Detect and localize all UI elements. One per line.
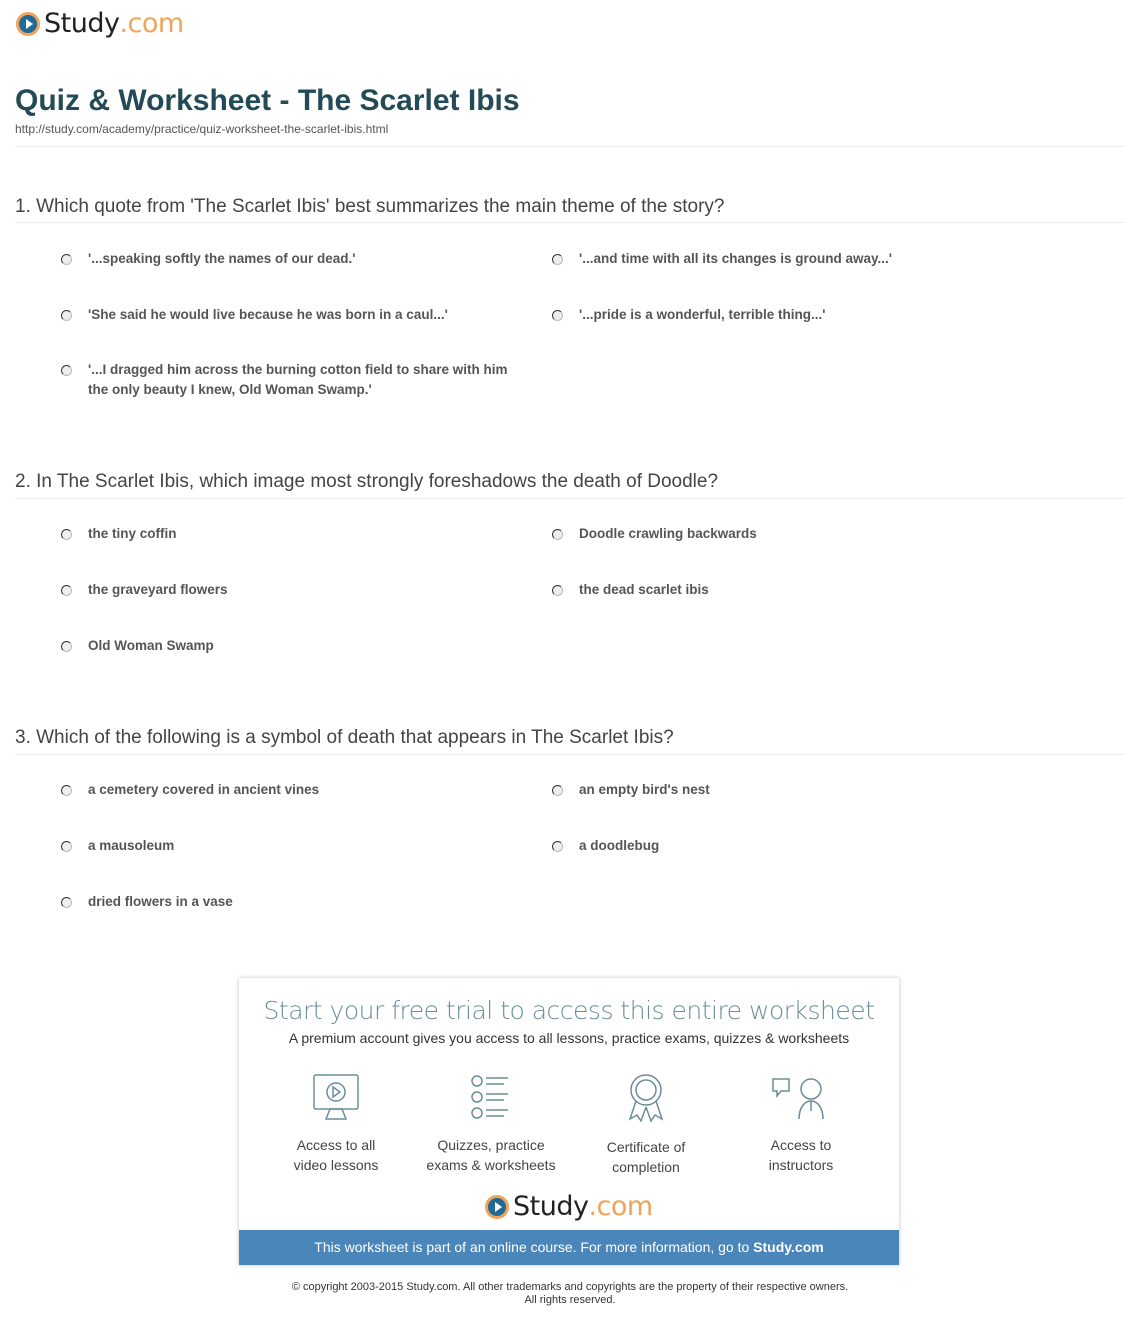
option-label: the graveyard flowers <box>88 582 228 597</box>
answer-option[interactable] <box>579 249 1009 269</box>
copyright <box>0 1281 1140 1307</box>
play-logo-icon <box>485 1195 509 1219</box>
radio-button[interactable] <box>61 585 72 596</box>
radio-button[interactable] <box>61 254 72 265</box>
option-label: '...pride is a wonderful, terrible thing...' <box>579 307 826 322</box>
page-title: Quiz & Worksheet - The Scarlet Ibis <box>15 84 520 117</box>
question-3: 3. Which of the following is a symbol of death that appears in The Scarlet Ibis? <box>15 727 674 748</box>
study-link[interactable]: Study.com <box>753 1239 824 1255</box>
radio-button[interactable] <box>552 841 563 852</box>
answer-option[interactable] <box>88 360 518 400</box>
answer-option[interactable] <box>88 780 518 800</box>
question-1: 1. Which quote from 'The Scarlet Ibis' best summarizes the main theme of the story? <box>15 196 725 217</box>
radio-button[interactable] <box>552 585 563 596</box>
answer-option[interactable] <box>88 892 518 912</box>
answer-option[interactable] <box>88 636 518 656</box>
logo-tld: .com <box>119 8 184 39</box>
radio-button[interactable] <box>552 254 563 265</box>
logo-text: Study <box>44 8 120 39</box>
quiz-list-icon <box>469 1073 513 1121</box>
answer-option[interactable] <box>88 305 518 325</box>
study-logo[interactable] <box>16 8 184 39</box>
course-info-bar <box>239 1230 899 1265</box>
answer-option[interactable] <box>579 836 1009 856</box>
video-lesson-icon <box>311 1073 361 1121</box>
option-label: '...speaking softly the names of our dead.' <box>88 251 356 266</box>
option-label: '...and time with all its changes is ground away...' <box>579 251 892 266</box>
divider <box>15 498 1125 499</box>
answer-option[interactable] <box>579 580 1009 600</box>
feature-label: Access to all <box>296 1137 376 1153</box>
answer-option[interactable] <box>579 780 1009 800</box>
answer-option[interactable] <box>88 836 518 856</box>
option-label: '...I dragged him across the burning cotton field to share with him the only beauty I knew, Old Woman Swamp.' <box>88 362 508 397</box>
logo-text: Study <box>513 1191 589 1222</box>
divider <box>15 754 1125 755</box>
feature-quizzes <box>416 1073 566 1175</box>
answer-option[interactable] <box>88 524 518 544</box>
answer-option[interactable] <box>579 524 1009 544</box>
page-url: http://study.com/academy/practice/quiz-worksheet-the-scarlet-ibis.html <box>15 122 389 136</box>
promo-title[interactable]: Start your free trial to access this entire worksheet <box>263 996 875 1025</box>
instructor-icon <box>771 1073 831 1121</box>
option-label: a doodlebug <box>579 838 660 853</box>
question-2: 2. In The Scarlet Ibis, which image most strongly foreshadows the death of Doodle? <box>15 471 719 492</box>
radio-button[interactable] <box>552 310 563 321</box>
feature-instructors <box>726 1073 876 1175</box>
promo-subtitle: A premium account gives you access to all lessons, practice exams, quizzes & worksheets <box>288 1030 850 1046</box>
option-label: 'She said he would live because he was born in a caul...' <box>88 307 448 322</box>
answer-option[interactable] <box>88 249 518 269</box>
logo-tld: .com <box>588 1191 653 1222</box>
option-label: a cemetery covered in ancient vines <box>88 782 320 797</box>
feature-label: completion <box>612 1159 680 1175</box>
feature-label: instructors <box>768 1157 834 1173</box>
radio-button[interactable] <box>61 310 72 321</box>
copyright-line: All rights reserved. <box>524 1294 616 1306</box>
radio-button[interactable] <box>552 785 563 796</box>
answer-option[interactable] <box>579 305 1009 325</box>
feature-label: Access to <box>770 1137 832 1153</box>
option-label: a mausoleum <box>88 838 175 853</box>
feature-label: Certificate of <box>606 1139 686 1155</box>
radio-button[interactable] <box>552 529 563 540</box>
play-logo-icon <box>16 12 40 36</box>
promo-study-logo[interactable] <box>485 1191 653 1222</box>
radio-button[interactable] <box>61 365 72 376</box>
option-label: an empty bird's nest <box>579 782 710 797</box>
feature-video-lessons <box>261 1073 411 1175</box>
radio-button[interactable] <box>61 841 72 852</box>
option-label: dried flowers in a vase <box>88 894 233 909</box>
option-label: Doodle crawling backwards <box>579 526 757 541</box>
option-label: the dead scarlet ibis <box>579 582 709 597</box>
feature-label: exams & worksheets <box>426 1157 556 1173</box>
radio-button[interactable] <box>61 529 72 540</box>
radio-button[interactable] <box>61 897 72 908</box>
free-trial-promo <box>239 978 899 1265</box>
certificate-icon <box>626 1073 666 1123</box>
feature-label: Quizzes, practice <box>437 1137 545 1153</box>
bar-text: This worksheet is part of an online course. For more information, go to <box>314 1239 754 1255</box>
option-label: the tiny coffin <box>88 526 177 541</box>
divider <box>15 222 1125 223</box>
radio-button[interactable] <box>61 785 72 796</box>
feature-certificate <box>571 1073 721 1177</box>
feature-label: video lessons <box>293 1157 379 1173</box>
radio-button[interactable] <box>61 641 72 652</box>
copyright-line: © copyright 2003-2015 Study.com. All other trademarks and copyrights are the property of their respective owners. <box>291 1281 849 1293</box>
answer-option[interactable] <box>88 580 518 600</box>
option-label: Old Woman Swamp <box>88 638 214 653</box>
divider <box>15 146 1125 147</box>
